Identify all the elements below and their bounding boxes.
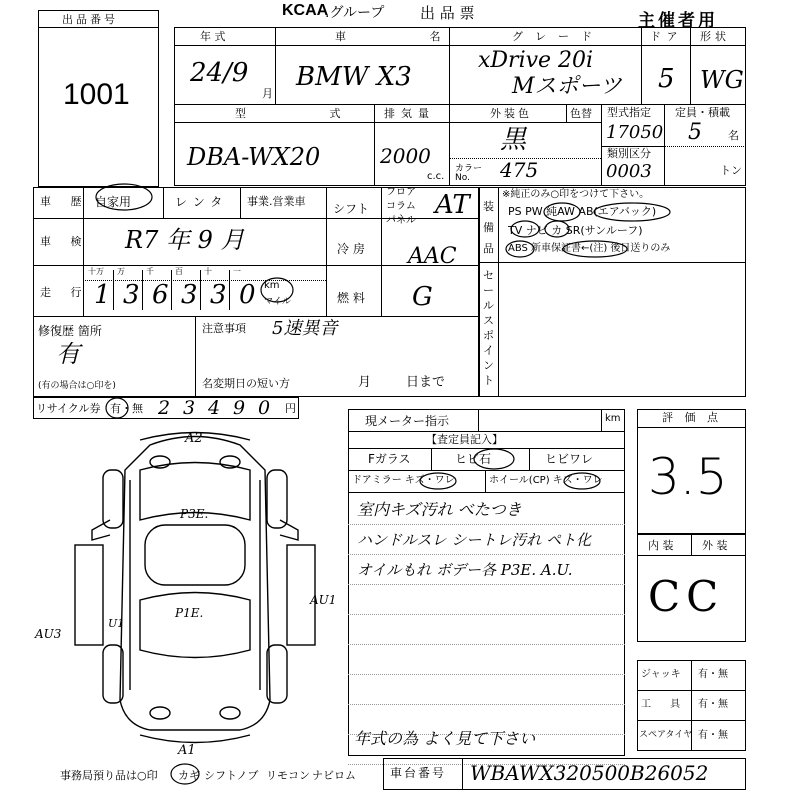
doors-value: 5 — [658, 64, 675, 94]
mileage-digit-1: 3 — [123, 280, 140, 310]
recycle-digit-1: 3 — [183, 397, 196, 419]
shift-value: AT — [435, 190, 470, 220]
mileage-unit-4: 十 — [204, 267, 212, 276]
sales-point-label: セールスポイント — [483, 269, 494, 387]
recycle-unit: 円 — [285, 402, 296, 415]
vin-value: WBAWX320500B26052 — [470, 761, 709, 785]
note-line-rule — [348, 614, 625, 615]
note-line-rule — [348, 554, 625, 555]
footer-key: カギ — [178, 769, 200, 782]
meter-unit: km — [605, 413, 621, 424]
interior-label: 内 装 — [648, 539, 674, 552]
shift-floor: フロア — [386, 187, 416, 198]
repair-note: (有の場合は○印を) — [38, 381, 116, 391]
recycle-label: リサイクル券 — [36, 402, 101, 415]
fuel-label: 燃 料 — [337, 291, 365, 305]
spare-tire-label: スペアタイヤ — [639, 730, 693, 740]
footer-nav-rom: ナビロム — [312, 769, 356, 782]
interior-exterior-value: CC — [648, 572, 725, 621]
recycle-digit-0: 2 — [158, 397, 171, 419]
score-label: 評 価 点 — [662, 411, 722, 424]
capacity-value: 5 — [688, 120, 702, 145]
mileage-digit-2: 6 — [152, 280, 169, 310]
note-line-1: 室内キズ汚れ べたつき — [357, 500, 522, 519]
color-change-label: 色替 — [570, 107, 592, 120]
equipment-row2: TV ナビ カ SR(サンルーフ) — [508, 224, 643, 237]
note-line-3: オイルもれ ボデー各 P3E. A.U. — [357, 561, 573, 579]
mileage-divider — [113, 270, 114, 310]
inspection-label: 車 検 — [40, 235, 90, 248]
mile-unit: マイル — [264, 297, 291, 307]
grade-line2: Mスポーツ — [512, 74, 622, 99]
repair-value: 有 — [56, 340, 80, 368]
diagram-hood-mark: P1E. — [175, 606, 204, 620]
equipment-table — [479, 187, 746, 397]
lot-number-label: 出品番号 — [62, 13, 118, 26]
year-label: 年 式 — [200, 30, 226, 43]
spare-options: 有・無 — [698, 730, 728, 741]
history-label: 車 歴 — [40, 195, 90, 208]
group-text: .グループ — [325, 5, 385, 21]
mileage-unit-2: 千 — [146, 267, 154, 276]
mileage-divider — [171, 270, 172, 310]
shift-column: コラム — [386, 201, 416, 212]
ac-value: AAC — [408, 244, 457, 269]
sheet-title: 出 品 票 — [420, 4, 475, 22]
diagram-right-mark: AU1 — [310, 593, 337, 607]
note-line-rule — [348, 674, 625, 675]
tools-options: 有・無 — [698, 699, 728, 710]
recycle-digit-4: 0 — [258, 397, 271, 419]
glass-crack-stone: ヒビ石 — [455, 452, 492, 466]
body-type-value: WG — [700, 66, 744, 94]
mileage-unit-0: 十万 — [88, 267, 104, 276]
capacity-label: 定員・積載 — [675, 106, 730, 119]
footer-shift-knob: シフトノブ — [204, 769, 259, 782]
diagram-front-mark: A2 — [185, 431, 203, 446]
color-value: 黒 — [500, 125, 527, 155]
model-value: DBA-WX20 — [187, 143, 321, 171]
body-type-label: 形状 — [700, 30, 730, 43]
displacement-label: 排気量 — [384, 107, 435, 120]
recycle-digit-2: 4 — [208, 397, 221, 419]
mileage-digit-3: 3 — [181, 280, 198, 310]
inspection-value: R7 年 9 月 — [125, 226, 245, 254]
year-value: 24/9 — [190, 58, 249, 88]
wheel: ホイール(CP) キズ・ワレ — [489, 475, 603, 486]
capacity-unit: 名 — [728, 129, 739, 142]
diagram-rear-mark: A1 — [178, 743, 196, 758]
cc-unit: c.c. — [427, 171, 445, 182]
score-value: 3.5 — [648, 448, 728, 506]
deadline-month: 月 — [358, 375, 372, 390]
inspector-header: 【査定員記入】 — [426, 433, 503, 446]
glass-label: Fガラス — [368, 452, 411, 466]
mileage-divider — [229, 270, 230, 310]
ac-label: 冷 房 — [337, 242, 365, 256]
designation-value: 17050 — [606, 122, 664, 143]
color-number-value: 475 — [500, 158, 539, 182]
shift-label: シフト — [333, 202, 370, 216]
note-line-rule — [348, 644, 625, 645]
category-label: 類別区分 — [607, 147, 651, 160]
exterior-label: 外 装 — [702, 539, 728, 552]
mileage-digit-5: 0 — [239, 280, 256, 310]
mileage-label: 走 行 — [40, 286, 90, 299]
footer-keep-items: 事務局預り品は○印 — [60, 769, 158, 782]
note-line-rule — [348, 524, 625, 525]
history-rental: レンタ — [175, 195, 229, 209]
deadline-label: 名変期日の短い方 — [202, 377, 290, 390]
equipment-row3: ABS 新車保証書←(注) 後日送りのみ — [508, 243, 671, 254]
diagram-door-mark: U1 — [108, 617, 125, 630]
caution-label: 注意事項 — [202, 322, 246, 335]
km-unit: km — [264, 280, 280, 291]
vin-label: 車台番号 — [390, 766, 447, 780]
recycle-digit-3: 9 — [233, 397, 246, 419]
footer-remote: リモコン — [266, 769, 310, 782]
doors-label: ドア — [650, 30, 684, 43]
mileage-unit-1: 万 — [117, 267, 125, 276]
final-note: 年式の為 よく見て下さい — [354, 729, 536, 748]
history-business: 事業.営業車 — [247, 195, 306, 208]
grade-label: グレード — [512, 30, 604, 43]
mileage-divider — [200, 270, 201, 310]
designation-label: 型式指定 — [607, 106, 651, 119]
meter-label: 現メーター指示 — [365, 414, 450, 428]
fuel-value: G — [412, 282, 433, 312]
category-value: 0003 — [606, 161, 652, 182]
month-suffix: 月 — [262, 87, 273, 100]
organizer-label: 主催者用 — [638, 11, 718, 31]
mileage-divider — [142, 270, 143, 310]
history-private: 自家用 — [95, 195, 132, 209]
diagram-left-mark: AU3 — [35, 627, 62, 641]
mileage-unit-5: 一 — [233, 267, 241, 276]
door-mirror: ドアミラー キズ・ワレ — [352, 475, 455, 486]
deadline-day: 日まで — [406, 375, 446, 390]
recycle-options: 有・無 — [110, 402, 143, 415]
note-line-rule — [348, 704, 625, 705]
car-name-value: BMW X3 — [296, 62, 412, 92]
lot-number-value: 1001 — [63, 78, 130, 111]
repair-label: 修復歴 箇所 — [38, 324, 102, 338]
model-label: 型 式 — [235, 107, 381, 120]
shift-panel: パネル — [386, 215, 416, 226]
mileage-unit-3: 百 — [175, 267, 183, 276]
note-line-rule — [348, 584, 625, 585]
tools-label: 工 具 — [641, 699, 689, 710]
equipment-label: 装備品 — [483, 200, 494, 255]
equipment-row1: PS PW 純AW AB(エアバック) — [508, 205, 657, 218]
note-line-2: ハンドルスレ シートレ汚れ ペト化 — [357, 531, 592, 549]
jack-label: ジャッキ — [641, 669, 681, 680]
caution-value: 5速異音 — [272, 318, 338, 339]
exterior-color-label: 外装色 — [490, 107, 532, 120]
grade-line1: xDrive 20i — [478, 48, 594, 73]
equipment-note: ※純正のみ○印をつけて下さい。 — [502, 189, 650, 200]
mileage-digit-4: 3 — [210, 280, 227, 310]
color-number-label: カラー No. — [455, 164, 483, 183]
diagram-roof-mark: P3E. — [180, 507, 209, 521]
ton-unit: トン — [720, 164, 742, 177]
jack-options: 有・無 — [698, 669, 728, 680]
car-name-label: 車 名 — [335, 30, 481, 43]
displacement-value: 2000 — [380, 144, 431, 168]
logo: KCAA — [282, 2, 329, 19]
mileage-digit-0: 1 — [94, 280, 111, 310]
glass-crack: ヒビワレ — [545, 452, 594, 466]
